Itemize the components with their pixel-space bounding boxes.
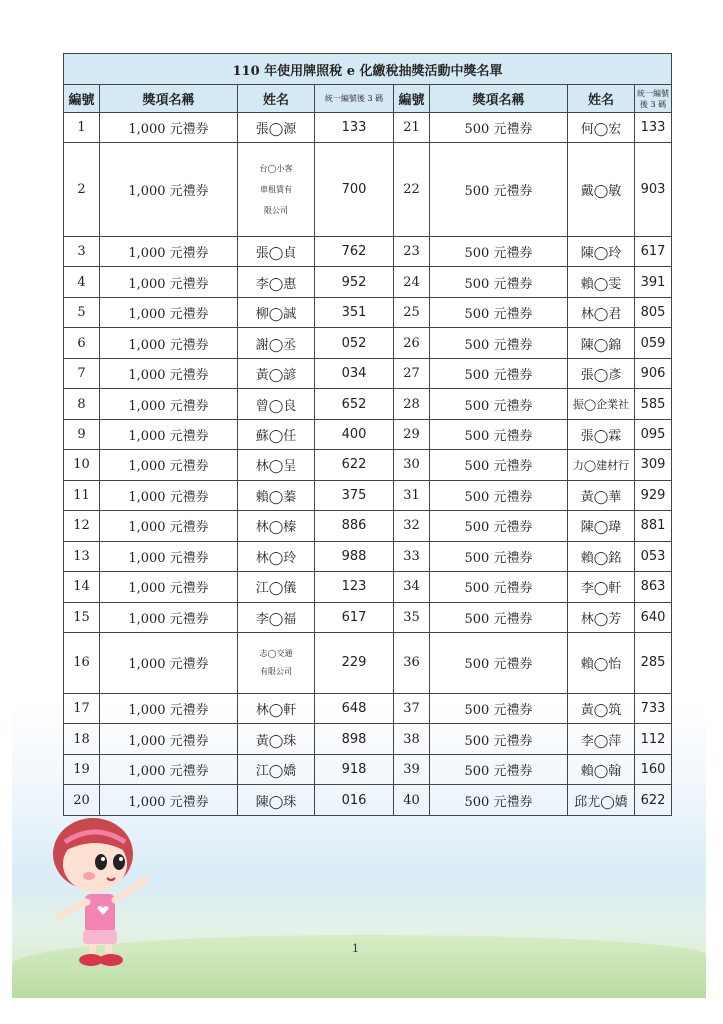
- table-row: [64, 693, 672, 723]
- header-code: 統一編號後 3 碼: [315, 85, 394, 113]
- cell-no: 5: [64, 297, 100, 327]
- cell-name: 力◯建材行: [568, 450, 635, 480]
- cell-name: 賴◯銘: [568, 541, 635, 571]
- cell-code: 375: [315, 480, 394, 510]
- cell-code: 351: [315, 297, 394, 327]
- cell-name: 張◯源: [238, 113, 315, 143]
- cell-code: 309: [635, 450, 672, 480]
- cell-no: 34: [394, 572, 430, 602]
- cell-prize: 500 元禮券: [430, 236, 568, 266]
- cell-prize: 1,000 元禮券: [100, 389, 238, 419]
- cell-no: 7: [64, 358, 100, 388]
- table-row: [64, 113, 672, 143]
- cell-name: 賴◯怡: [568, 633, 635, 694]
- table-row: [64, 480, 672, 510]
- cell-name: 江◯嬌: [238, 754, 315, 784]
- cell-prize: 1,000 元禮券: [100, 297, 238, 327]
- cell-name: 張◯貞: [238, 236, 315, 266]
- cell-prize: 1,000 元禮券: [100, 358, 238, 388]
- header-prize-2: 獎項名稱: [430, 85, 568, 113]
- cell-code: 863: [635, 572, 672, 602]
- cell-prize: 500 元禮券: [430, 267, 568, 297]
- cell-name: 志◯交通 有限公司: [238, 633, 315, 694]
- cell-code: 112: [635, 724, 672, 754]
- cell-prize: 500 元禮券: [430, 602, 568, 632]
- cell-code: 585: [635, 389, 672, 419]
- table-row: [64, 419, 672, 449]
- cell-prize: 500 元禮券: [430, 633, 568, 694]
- cell-prize: 1,000 元禮券: [100, 236, 238, 266]
- cell-name: 黃◯筑: [568, 693, 635, 723]
- cell-code: 733: [635, 693, 672, 723]
- header-no-2: 編號: [394, 85, 430, 113]
- table-row: [64, 143, 672, 236]
- cell-name: 黃◯華: [568, 480, 635, 510]
- cell-name: 李◯福: [238, 602, 315, 632]
- cell-prize: 500 元禮券: [430, 328, 568, 358]
- table-row: [64, 602, 672, 632]
- cell-no: 40: [394, 785, 430, 816]
- cell-prize: 500 元禮券: [430, 724, 568, 754]
- cell-no: 17: [64, 693, 100, 723]
- cell-name: 何◯宏: [568, 113, 635, 143]
- cell-no: 22: [394, 143, 430, 236]
- cell-no: 21: [394, 113, 430, 143]
- cell-no: 13: [64, 541, 100, 571]
- cell-name: 陳◯錦: [568, 328, 635, 358]
- cell-name: 林◯君: [568, 297, 635, 327]
- cell-name: 蘇◯任: [238, 419, 315, 449]
- cell-prize: 500 元禮券: [430, 541, 568, 571]
- table-row: [64, 785, 672, 816]
- cell-prize: 1,000 元禮券: [100, 785, 238, 816]
- cell-no: 9: [64, 419, 100, 449]
- cell-name: 邱尤◯嬌: [568, 785, 635, 816]
- cell-name: 林◯玲: [238, 541, 315, 571]
- cell-name: 賴◯翰: [568, 754, 635, 784]
- cell-prize: 1,000 元禮券: [100, 572, 238, 602]
- cell-prize: 500 元禮券: [430, 297, 568, 327]
- cell-no: 37: [394, 693, 430, 723]
- cell-name: 李◯萍: [568, 724, 635, 754]
- cell-no: 38: [394, 724, 430, 754]
- winners-table-body: [64, 113, 672, 816]
- cell-code: 898: [315, 724, 394, 754]
- cell-code: 886: [315, 511, 394, 541]
- cell-code: 229: [315, 633, 394, 694]
- cell-name: 林◯軒: [238, 693, 315, 723]
- table-title: 110 年使用牌照稅 e 化繳稅抽獎活動中獎名單: [64, 54, 672, 85]
- cell-name: 陳◯玲: [568, 236, 635, 266]
- cell-name: 戴◯敏: [568, 143, 635, 236]
- cell-name: 柳◯誠: [238, 297, 315, 327]
- cell-code: 053: [635, 541, 672, 571]
- cell-code: 617: [315, 602, 394, 632]
- table-row: [64, 754, 672, 784]
- cell-code: 133: [315, 113, 394, 143]
- cell-name: 陳◯珠: [238, 785, 315, 816]
- cell-name: 黃◯珠: [238, 724, 315, 754]
- cell-prize: 500 元禮券: [430, 113, 568, 143]
- cell-prize: 1,000 元禮券: [100, 724, 238, 754]
- cell-no: 3: [64, 236, 100, 266]
- page-number: 1: [352, 942, 359, 955]
- cell-prize: 1,000 元禮券: [100, 754, 238, 784]
- table-row: [64, 572, 672, 602]
- cell-prize: 1,000 元禮券: [100, 480, 238, 510]
- cell-no: 16: [64, 633, 100, 694]
- table-row: [64, 541, 672, 571]
- cell-name: 曾◯良: [238, 389, 315, 419]
- cell-no: 33: [394, 541, 430, 571]
- cell-no: 19: [64, 754, 100, 784]
- cell-name: 江◯儀: [238, 572, 315, 602]
- cell-code: 952: [315, 267, 394, 297]
- cell-no: 4: [64, 267, 100, 297]
- cell-prize: 500 元禮券: [430, 358, 568, 388]
- cell-prize: 1,000 元禮券: [100, 419, 238, 449]
- cell-no: 18: [64, 724, 100, 754]
- header-name-2: 姓名: [568, 85, 635, 113]
- cell-code: 988: [315, 541, 394, 571]
- table-row: [64, 511, 672, 541]
- cell-no: 23: [394, 236, 430, 266]
- cell-no: 2: [64, 143, 100, 236]
- table-row: [64, 297, 672, 327]
- cell-no: 35: [394, 602, 430, 632]
- cell-code: 700: [315, 143, 394, 236]
- cell-name: 謝◯丞: [238, 328, 315, 358]
- cell-no: 20: [64, 785, 100, 816]
- winners-table: [63, 53, 672, 816]
- cell-prize: 500 元禮券: [430, 143, 568, 236]
- table-row: [64, 389, 672, 419]
- cell-code: 622: [315, 450, 394, 480]
- cell-code: 881: [635, 511, 672, 541]
- cell-no: 24: [394, 267, 430, 297]
- header-code-2: 統一編號後 3 碼: [635, 85, 672, 113]
- cell-prize: 500 元禮券: [430, 450, 568, 480]
- cell-no: 10: [64, 450, 100, 480]
- cell-prize: 500 元禮券: [430, 693, 568, 723]
- cell-no: 1: [64, 113, 100, 143]
- cell-prize: 500 元禮券: [430, 754, 568, 784]
- cell-prize: 1,000 元禮券: [100, 511, 238, 541]
- cell-prize: 500 元禮券: [430, 572, 568, 602]
- cell-prize: 1,000 元禮券: [100, 602, 238, 632]
- cell-name: 黃◯諺: [238, 358, 315, 388]
- header-name: 姓名: [238, 85, 315, 113]
- cell-no: 15: [64, 602, 100, 632]
- cell-code: 652: [315, 389, 394, 419]
- cell-prize: 500 元禮券: [430, 389, 568, 419]
- cell-code: 160: [635, 754, 672, 784]
- table-row: [64, 267, 672, 297]
- cell-prize: 1,000 元禮券: [100, 143, 238, 236]
- cell-code: 906: [635, 358, 672, 388]
- cell-code: 285: [635, 633, 672, 694]
- cell-name: 林◯呈: [238, 450, 315, 480]
- cell-no: 30: [394, 450, 430, 480]
- cell-code: 391: [635, 267, 672, 297]
- cell-prize: 1,000 元禮券: [100, 450, 238, 480]
- cell-code: 133: [635, 113, 672, 143]
- cell-code: 400: [315, 419, 394, 449]
- cell-prize: 1,000 元禮券: [100, 541, 238, 571]
- cell-no: 31: [394, 480, 430, 510]
- header-no: 編號: [64, 85, 100, 113]
- table-row: [64, 236, 672, 266]
- cell-name: 李◯惠: [238, 267, 315, 297]
- cell-prize: 500 元禮券: [430, 480, 568, 510]
- cell-code: 805: [635, 297, 672, 327]
- cell-prize: 1,000 元禮券: [100, 633, 238, 694]
- cell-name: 李◯軒: [568, 572, 635, 602]
- cell-name: 賴◯蓁: [238, 480, 315, 510]
- cell-name: 振◯企業社: [568, 389, 635, 419]
- cell-code: 052: [315, 328, 394, 358]
- cell-no: 26: [394, 328, 430, 358]
- cell-no: 36: [394, 633, 430, 694]
- cell-no: 39: [394, 754, 430, 784]
- cell-name: 台◯小客 車租賃有 限公司: [238, 143, 315, 236]
- cell-code: 929: [635, 480, 672, 510]
- cell-code: 918: [315, 754, 394, 784]
- cell-prize: 1,000 元禮券: [100, 267, 238, 297]
- cell-code: 034: [315, 358, 394, 388]
- table-row: [64, 358, 672, 388]
- cell-prize: 500 元禮券: [430, 419, 568, 449]
- cell-code: 059: [635, 328, 672, 358]
- cell-code: 903: [635, 143, 672, 236]
- cell-no: 25: [394, 297, 430, 327]
- cell-name: 張◯彥: [568, 358, 635, 388]
- cell-code: 762: [315, 236, 394, 266]
- cell-prize: 1,000 元禮券: [100, 113, 238, 143]
- cell-prize: 1,000 元禮券: [100, 328, 238, 358]
- table-row: [64, 450, 672, 480]
- cell-no: 27: [394, 358, 430, 388]
- cell-no: 29: [394, 419, 430, 449]
- table-row: [64, 724, 672, 754]
- cell-name: 賴◯雯: [568, 267, 635, 297]
- cell-code: 622: [635, 785, 672, 816]
- cell-no: 14: [64, 572, 100, 602]
- cell-no: 8: [64, 389, 100, 419]
- cell-no: 28: [394, 389, 430, 419]
- cell-code: 016: [315, 785, 394, 816]
- table-row: [64, 328, 672, 358]
- table-row: [64, 633, 672, 694]
- cell-name: 林◯芳: [568, 602, 635, 632]
- cell-name: 張◯霖: [568, 419, 635, 449]
- cell-no: 6: [64, 328, 100, 358]
- cell-name: 林◯榛: [238, 511, 315, 541]
- cell-code: 095: [635, 419, 672, 449]
- cell-prize: 1,000 元禮券: [100, 693, 238, 723]
- girl-mascot-icon: [45, 812, 165, 972]
- header-prize: 獎項名稱: [100, 85, 238, 113]
- cell-no: 32: [394, 511, 430, 541]
- cell-no: 12: [64, 511, 100, 541]
- cell-code: 617: [635, 236, 672, 266]
- cell-code: 648: [315, 693, 394, 723]
- cell-code: 640: [635, 602, 672, 632]
- cell-name: 陳◯瑋: [568, 511, 635, 541]
- cell-prize: 500 元禮券: [430, 785, 568, 816]
- cell-no: 11: [64, 480, 100, 510]
- cell-code: 123: [315, 572, 394, 602]
- cell-prize: 500 元禮券: [430, 511, 568, 541]
